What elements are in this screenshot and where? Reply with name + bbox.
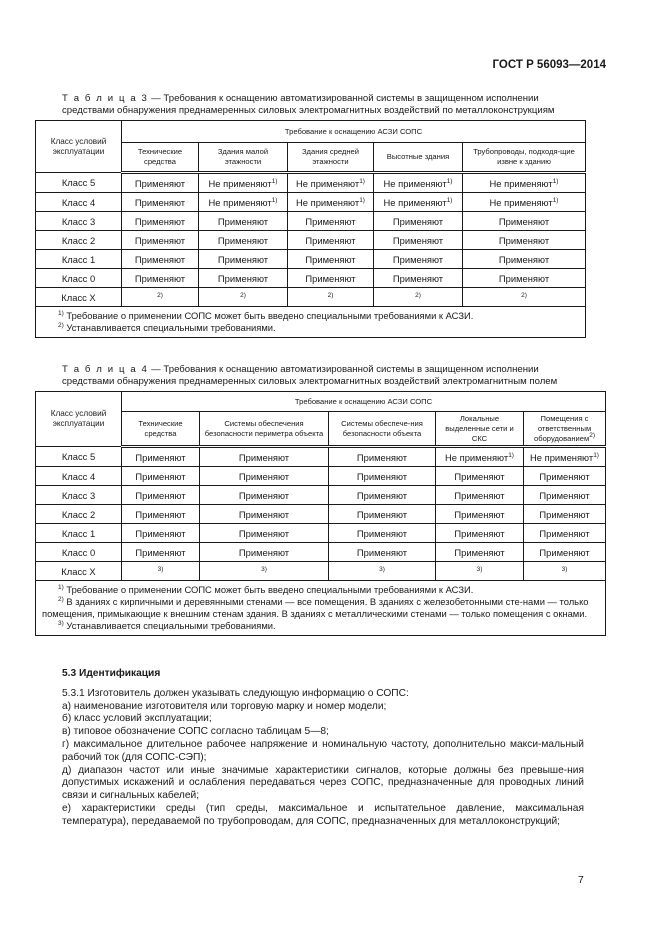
section-paragraph: г) максимальное длительное рабочее напряжение и номинальную частоту, дополнительно макси-мальный рабочий ток (для СОПС-СЭП); xyxy=(62,738,584,763)
table-row xyxy=(36,562,606,581)
class-cell: Класс 2 xyxy=(36,505,122,524)
table-cell: Не применяют$^{1)}$ xyxy=(374,173,463,193)
table-cell: Применяют xyxy=(122,447,200,467)
standard-number: ГОСТ Р 56093—2014 xyxy=(492,59,606,71)
table-cell: Применяют xyxy=(122,543,200,562)
table-cell: Применяют xyxy=(436,524,524,543)
table-cell: Применяют xyxy=(199,212,288,231)
table3 xyxy=(35,120,586,338)
table4-footnote: $^{2)}$ В зданиях с кирпичными и деревянными стенами — все помещения. В зданиях с железобетонными сте-нами — только помещения, примыкающие к внешним стенам здания. В зданиях с металлическими стенами — только помещения с окнами. xyxy=(42,596,589,619)
table-cell: Применяют xyxy=(288,250,374,269)
table-cell: Применяют xyxy=(122,467,200,486)
table-cell: Применяют xyxy=(436,505,524,524)
table4-body xyxy=(36,447,606,581)
table3-footnote: $^{1)}$ Требование о применении СОПС может быть введено специальными требованиями к АСЗИ. xyxy=(58,310,474,321)
class-cell: Класс 5 xyxy=(36,173,122,193)
table-cell: Применяют xyxy=(288,231,374,250)
table-cell: 3) xyxy=(329,562,436,581)
class-cell: Класс 1 xyxy=(36,250,122,269)
table3-footnotes xyxy=(36,307,586,338)
table-row xyxy=(36,524,606,543)
section-paragraph: 5.3.1 Изготовитель должен указывать следующую информацию о СОПС: xyxy=(62,687,409,699)
table-cell: Применяют xyxy=(436,543,524,562)
table3-col-header: Здания средней этажности xyxy=(288,143,374,173)
table-cell: Применяют xyxy=(329,486,436,505)
table-row xyxy=(36,193,586,212)
table-cell: 3) xyxy=(524,562,606,581)
table3-caption-text: — Требования к оснащению автоматизированной системы в защищенном исполнении средствами обнаружения преднамеренных силовых электромагнитных воздействий по металлоконструкциям xyxy=(62,93,555,116)
table4-col-header: Системы обеспече-ния безопасности объекта xyxy=(329,412,436,447)
table-cell: Применяют xyxy=(524,543,606,562)
table-cell: Применяют xyxy=(374,269,463,288)
table-cell: Применяют xyxy=(122,486,200,505)
table4-footnote: $^{1)}$ Требование о применении СОПС может быть введено специальными требованиями к АСЗИ. xyxy=(58,584,474,595)
table-cell: Применяют xyxy=(524,524,606,543)
table4 xyxy=(35,391,606,636)
table-cell: Применяют xyxy=(436,486,524,505)
page-number: 7 xyxy=(578,874,584,886)
table3-footnote: $^{2)}$ Устанавливается специальными требованиями. xyxy=(58,322,276,333)
class-cell: Класс 0 xyxy=(36,543,122,562)
class-cell: Класс 3 xyxy=(36,486,122,505)
table3-col-header: Технические средства xyxy=(122,143,199,173)
class-cell: Класс 4 xyxy=(36,467,122,486)
table-cell: Не применяют$^{1)}$ xyxy=(288,173,374,193)
table-cell: Применяют xyxy=(122,193,199,212)
table-cell: Применяют xyxy=(288,269,374,288)
section-paragraph: д) диапазон частот или иные значимые характеристики сигналов, которые должны без превыше-ния допустимых искажений и ослабления передаваться через СОПС, предназначенные для проводных линий связи и сигнальных кабелей; xyxy=(62,764,584,802)
table-row xyxy=(36,467,606,486)
section-paragraph: б) класс условий эксплуатации; xyxy=(62,713,212,725)
table-cell: Не применяют$^{1)}$ xyxy=(463,193,586,212)
table3-col-header: Высотные здания xyxy=(374,143,463,173)
table4-class-header: Класс условий эксплуатации xyxy=(36,392,122,447)
class-cell: Класс 4 xyxy=(36,193,122,212)
table3-caption-label: Т а б л и ц а 3 xyxy=(62,93,149,104)
table4-footnotes xyxy=(36,581,606,636)
class-cell: Класс 1 xyxy=(36,524,122,543)
table-cell: Применяют xyxy=(329,505,436,524)
table-cell: Применяют xyxy=(329,447,436,467)
table-cell: Применяют xyxy=(374,212,463,231)
class-cell: Класс 2 xyxy=(36,231,122,250)
table-cell: Применяют xyxy=(329,467,436,486)
table-cell: Применяют xyxy=(199,250,288,269)
table-cell: 2) xyxy=(463,288,586,307)
table3-col-header: Здания малой этажности xyxy=(199,143,288,173)
table-cell: Применяют xyxy=(463,250,586,269)
table4-footnote: $^{3)}$ Устанавливается специальными требованиями. xyxy=(58,620,276,631)
table-cell: Применяют xyxy=(122,173,199,193)
table-cell: Применяют xyxy=(329,543,436,562)
table4-caption xyxy=(62,364,582,388)
table-cell: Применяют xyxy=(199,269,288,288)
table-cell: Применяют xyxy=(524,486,606,505)
table-cell: Применяют xyxy=(199,231,288,250)
table-cell: Применяют xyxy=(374,231,463,250)
section-paragraph: е) характеристики среды (тип среды, максимальное и испытательное давление, максимальная температура), передаваемой по трубопроводам, для СОПС, предназначенных для металлоконструкций; xyxy=(62,802,584,827)
table-cell: Применяют xyxy=(463,269,586,288)
table3-group-header: Требование к оснащению АСЗИ СОПС xyxy=(122,121,586,143)
table-cell: 3) xyxy=(122,562,200,581)
table-row xyxy=(36,486,606,505)
class-cell: Класс X xyxy=(36,288,122,307)
table3-footnote-cell xyxy=(36,307,586,338)
table-row xyxy=(36,231,586,250)
table-row xyxy=(36,505,606,524)
table-cell: 2) xyxy=(288,288,374,307)
table-cell: Не применяют$^{1)}$ xyxy=(199,193,288,212)
table3-caption xyxy=(62,93,582,117)
table-row xyxy=(36,212,586,231)
table-cell: Не применяют$^{1)}$ xyxy=(463,173,586,193)
table-cell: Применяют xyxy=(436,467,524,486)
table-cell: Не применяют$^{1)}$ xyxy=(288,193,374,212)
table-cell: Применяют xyxy=(122,524,200,543)
table4-caption-label: Т а б л и ц а 4 xyxy=(62,364,149,375)
table4-col-header: Системы обеспечения безопасности периметра объекта xyxy=(200,412,329,447)
table-cell: Применяют xyxy=(463,212,586,231)
table-cell: Применяют xyxy=(374,250,463,269)
table-cell: 3) xyxy=(436,562,524,581)
table-cell: Применяют xyxy=(200,486,329,505)
table3-class-header: Класс условий эксплуатации xyxy=(36,121,122,173)
section-paragraph: а) наименование изготовителя или торговую марку и номер модели; xyxy=(62,700,387,712)
class-cell: Класс 3 xyxy=(36,212,122,231)
table4-subheader-row xyxy=(36,412,606,447)
table-cell: Применяют xyxy=(200,505,329,524)
table-cell: Применяют xyxy=(200,543,329,562)
table4-col-header: Технические средства xyxy=(122,412,200,447)
table4-col-header: Локальные выделенные сети и СКС xyxy=(436,412,524,447)
table-cell: Применяют xyxy=(122,505,200,524)
table3-header-row xyxy=(36,121,586,143)
table-cell: Применяют xyxy=(200,467,329,486)
table4-header-row xyxy=(36,392,606,412)
table-cell: Применяют xyxy=(524,467,606,486)
table-row xyxy=(36,173,586,193)
table-row xyxy=(36,288,586,307)
table4-col-header: Помещения с ответственным оборудованием$^{2)}$ xyxy=(524,412,606,447)
table-cell: Не применяют$^{1)}$ xyxy=(374,193,463,212)
table3-body xyxy=(36,173,586,307)
table-row xyxy=(36,269,586,288)
table3-col-header: Трубопроводы, подходя-щие извне к зданию xyxy=(463,143,586,173)
table-cell: Применяют xyxy=(288,212,374,231)
table4-caption-text: — Требования к оснащению автоматизированной системы в защищенном исполнении средствами обнаружения преднамеренных силовых электромагнитных воздействий электромагнитным полем xyxy=(62,364,558,387)
table-row xyxy=(36,250,586,269)
table-cell: 3) xyxy=(200,562,329,581)
class-cell: Класс X xyxy=(36,562,122,581)
table-cell: Не применяют$^{1)}$ xyxy=(524,447,606,467)
table-cell: Применяют xyxy=(122,231,199,250)
table-row xyxy=(36,447,606,467)
table-cell: 2) xyxy=(199,288,288,307)
section-identification xyxy=(62,668,584,829)
table-cell: Применяют xyxy=(329,524,436,543)
class-cell: Класс 0 xyxy=(36,269,122,288)
table-cell: Применяют xyxy=(524,505,606,524)
table-cell: Применяют xyxy=(463,231,586,250)
section-paragraph: в) типовое обозначение СОПС согласно таблицам 5—8; xyxy=(62,726,329,738)
table-cell: Применяют xyxy=(200,447,329,467)
table4-group-header: Требование к оснащению АСЗИ СОПС xyxy=(122,392,606,412)
section-heading: 5.3 Идентификация xyxy=(62,668,161,679)
table-cell: Применяют xyxy=(122,269,199,288)
table4-footnote-cell xyxy=(36,581,606,636)
table-cell: 2) xyxy=(122,288,199,307)
table-row xyxy=(36,543,606,562)
table-cell: Не применяют$^{1)}$ xyxy=(199,173,288,193)
table-cell: Применяют xyxy=(122,250,199,269)
table-cell: Применяют xyxy=(200,524,329,543)
table-cell: 2) xyxy=(374,288,463,307)
table-cell: Применяют xyxy=(122,212,199,231)
class-cell: Класс 5 xyxy=(36,447,122,467)
table-cell: Не применяют$^{1)}$ xyxy=(436,447,524,467)
